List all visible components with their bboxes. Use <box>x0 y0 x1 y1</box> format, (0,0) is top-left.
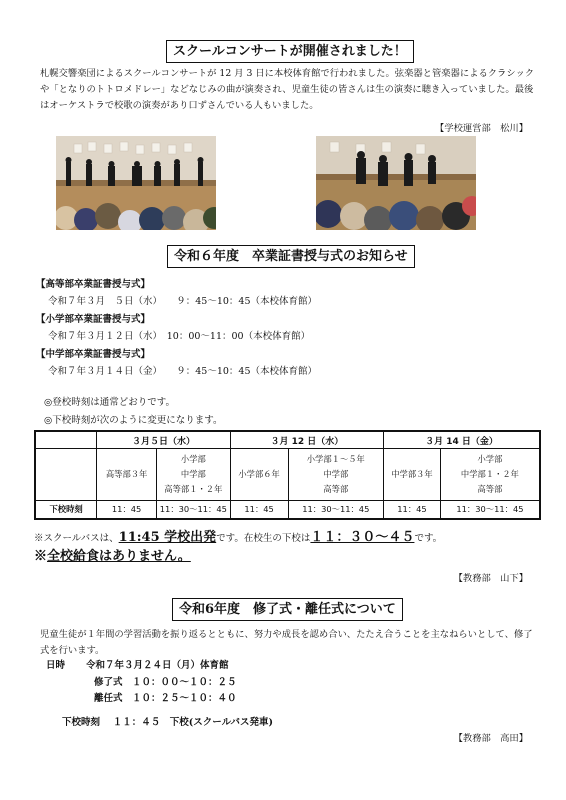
dismissal-time: 下校時刻 １１：４５ 下校(スクールバス発車) <box>62 717 273 728</box>
bus-suffix: です。 <box>414 533 443 544</box>
closing-title: 令和6年度 修了式・離任式について <box>172 598 403 621</box>
group-cell: 中学部３年 <box>384 449 441 501</box>
bus-note <box>34 526 442 545</box>
note-arrival: ◎登校時刻は通常どおりです。 <box>44 397 176 408</box>
rinin-time: 離任式 １０：２５～１０：４０ <box>94 693 237 704</box>
graduation-signature: 【教務部 山下】 <box>453 573 528 584</box>
bus-prefix: ※スクールバスは、 <box>34 533 119 544</box>
shuryo-time: 修了式 １０：００～１０：２５ <box>94 677 237 688</box>
lunch-note <box>34 545 191 564</box>
section-detail-elementary: 令和７年３月１２日（水） 10：00～11：00（本校体育館） <box>48 331 311 342</box>
closing-body: 児童生徒が１年間の学習活動を振り返るとともに、努力や成長を認め合い、たたえ合うことを主なねらいとして、修了式を行います。 <box>40 629 533 656</box>
table-blank-cell <box>35 449 97 501</box>
time-cell: 11：30～11：45 <box>157 501 231 519</box>
time-cell: 11：45 <box>230 501 288 519</box>
section-heading-junior: 【中学部卒業証書授与式】 <box>36 349 151 360</box>
lunch-mark: ※ <box>34 549 48 564</box>
date-label: 日時 <box>46 660 66 671</box>
date-header: ３月５日（水） <box>97 431 230 449</box>
note-dismissal-change: ◎下校時刻が次のように変更になります。 <box>44 415 223 426</box>
concert-signature: 【学校運営部 松川】 <box>435 123 528 134</box>
closing-signature: 【教務部 高田】 <box>453 733 528 744</box>
group-cell: 小学部６年 <box>230 449 288 501</box>
concert-title: スクールコンサートが開催されました！ <box>166 40 414 63</box>
concert-photo-left <box>56 136 216 230</box>
row-label-dismissal: 下校時刻 <box>35 501 97 519</box>
bus-leave-time: １１：３０～４５ <box>310 530 415 545</box>
time-cell: 11：45 <box>97 501 157 519</box>
group-cell: 高等部３年 <box>97 449 157 501</box>
group-cell: 小学部 中学部 高等部１・２年 <box>157 449 231 501</box>
section-heading-high: 【高等部卒業証書授与式】 <box>36 279 151 290</box>
section-detail-high: 令和７年３月 ５日（水） ９：45～10：45（本校体育館） <box>48 296 318 307</box>
time-cell: 11：45 <box>384 501 441 519</box>
concert-body: 札幌交響楽団によるスクールコンサートが 12 月 3 日に本校体育館で行われました。弦楽器と管楽器によるクラシックや「となりのトトロメドレー」などなじみの曲が演奏され、児童生徒の皆さんは生の演奏に聴き入っていました。最後はオーケストラで校歌の演奏があり口ずさんでいる人もいました。 <box>40 68 535 111</box>
time-cell: 11：30～11：45 <box>440 501 540 519</box>
date-header: ３月 14 日（金） <box>384 431 540 449</box>
concert-photo-right <box>316 136 476 230</box>
group-cell: 小学部 中学部１・２年 高等部 <box>440 449 540 501</box>
date-value: 令和７年３月２４日（月）体育館 <box>86 660 229 671</box>
group-cell: 小学部１～５年 中学部 高等部 <box>288 449 384 501</box>
lunch-text: 全校給食はありません。 <box>47 549 191 564</box>
bus-time: 11:45 学校出発 <box>118 530 217 545</box>
section-heading-elementary: 【小学部卒業証書授与式】 <box>36 314 151 325</box>
bus-mid: です。在校生の下校は <box>216 533 311 544</box>
table-corner <box>35 431 97 449</box>
date-header: ３月 12 日（水） <box>230 431 383 449</box>
dismissal-schedule-table <box>34 430 541 520</box>
graduation-title: 令和６年度 卒業証書授与式のお知らせ <box>167 245 415 268</box>
time-cell: 11：30～11：45 <box>288 501 384 519</box>
section-detail-junior: 令和７年３月１４日（金） ９：45～10：45（本校体育館） <box>48 366 318 377</box>
